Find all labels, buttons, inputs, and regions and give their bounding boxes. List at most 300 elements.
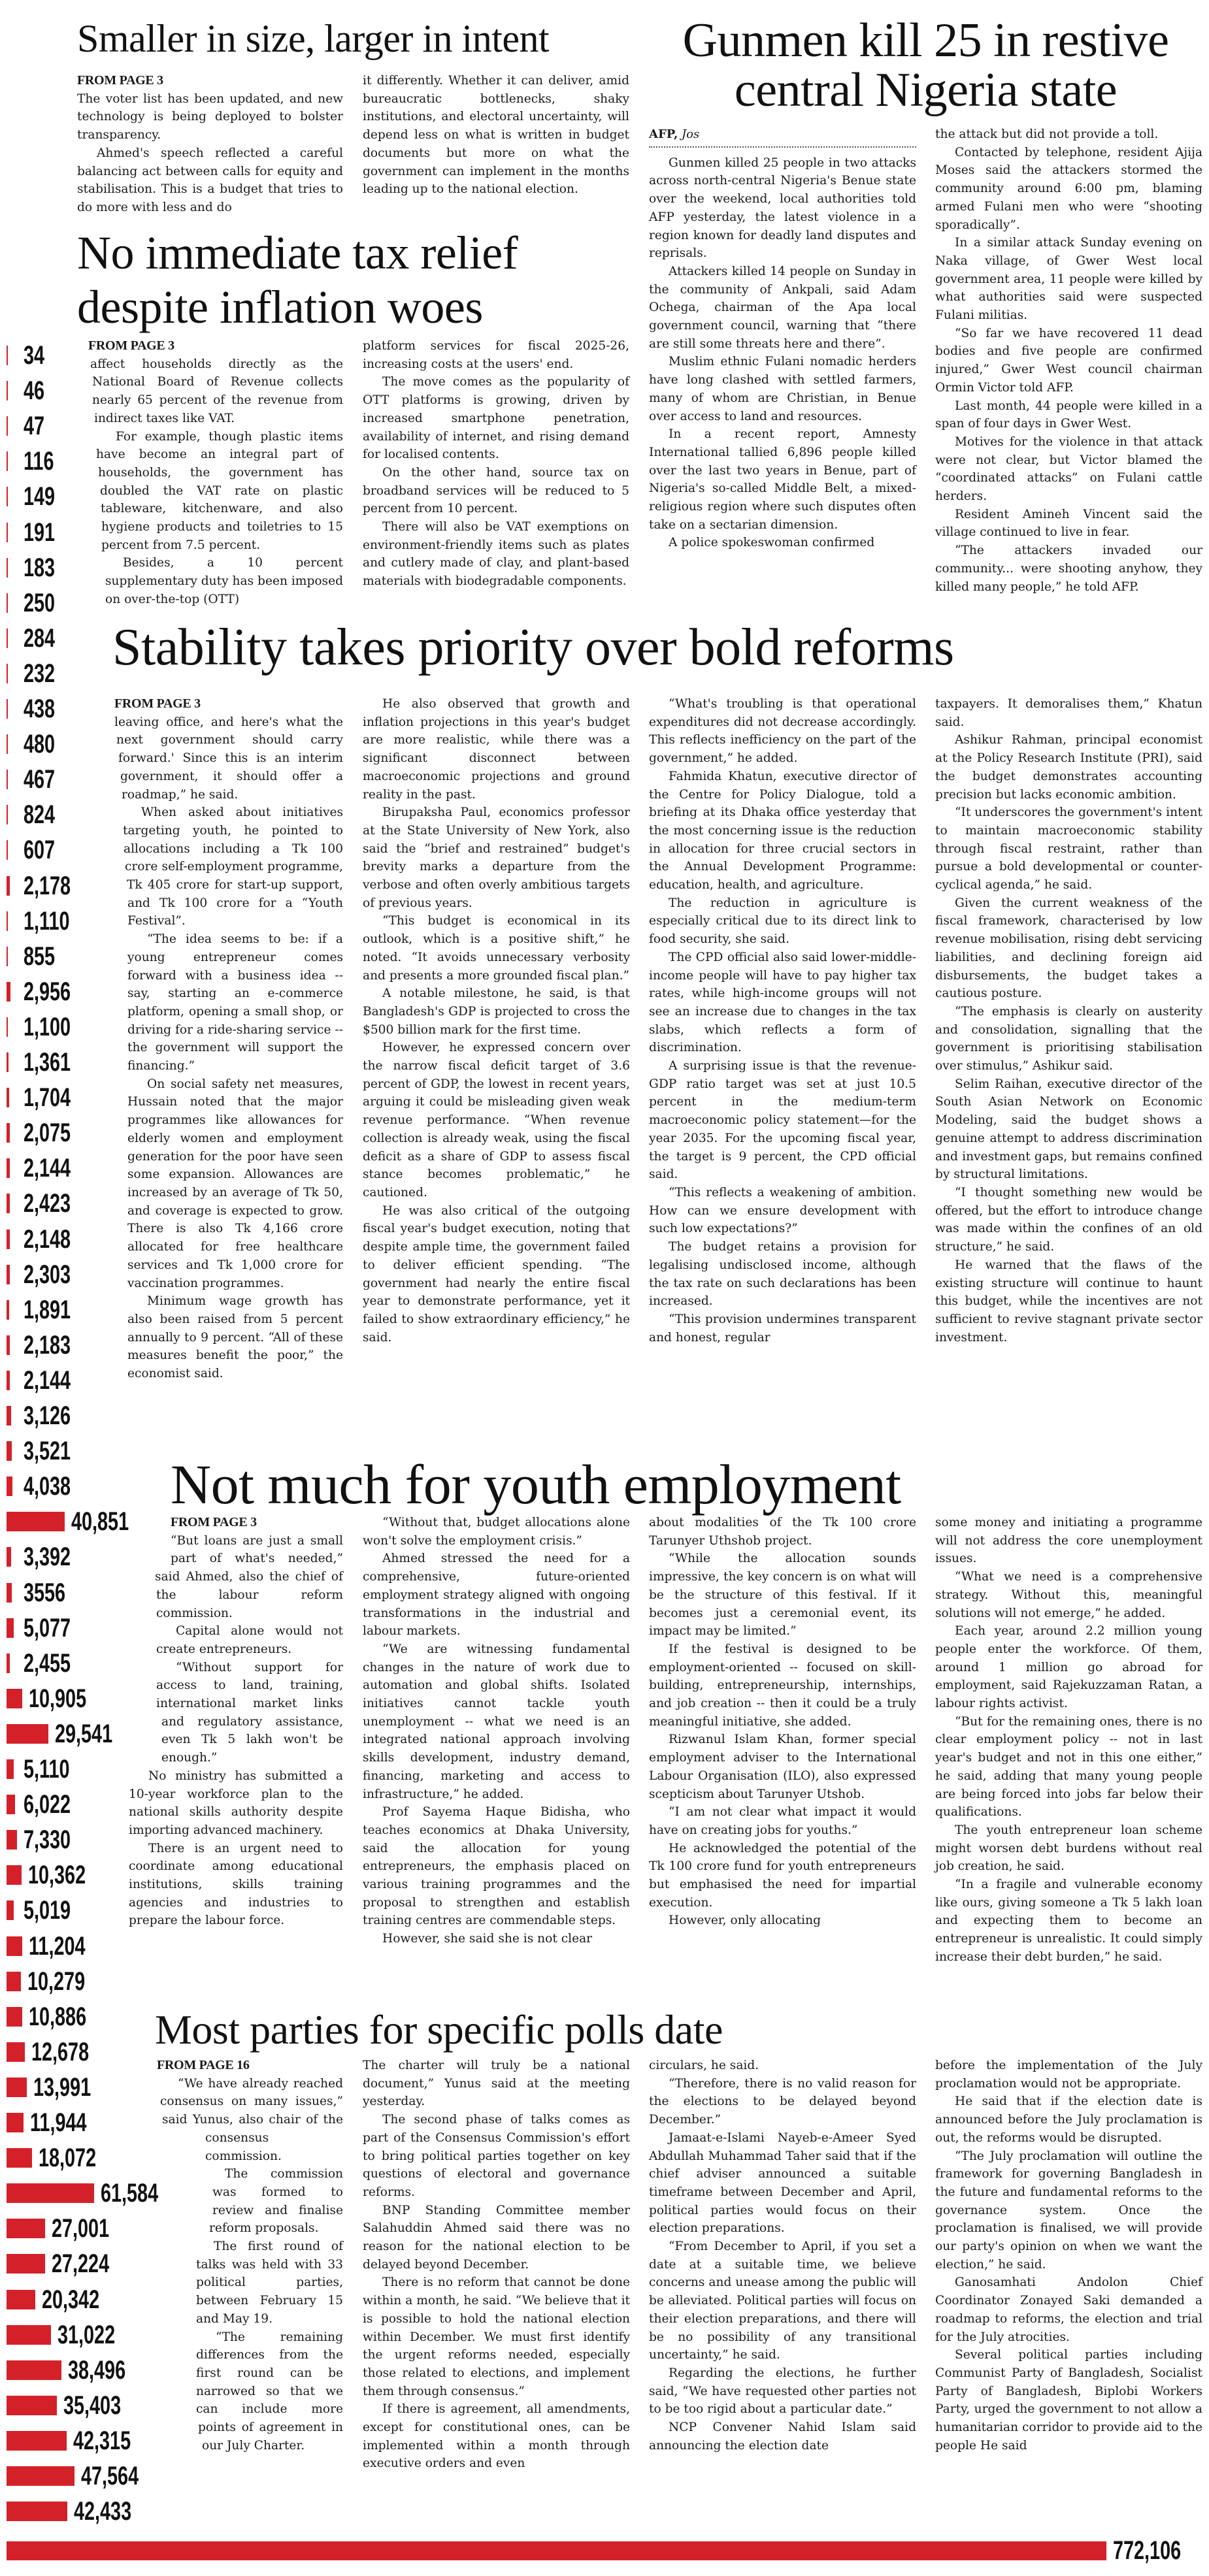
paragraph: In a recent report, Amnesty International tallied 6,896 people killed over the last two years in Benue, part of Nigeria's so-called Middle Belt, a mixed-religious region where such disputes often take on a sectarian dimension. <box>649 427 916 532</box>
chart-value-label: 824 <box>24 800 56 830</box>
article-column <box>77 72 343 217</box>
chart-bar <box>7 734 8 754</box>
chart-bar <box>7 628 8 648</box>
chart-value-label: 480 <box>24 730 56 759</box>
chart-value-label: 607 <box>24 836 56 865</box>
article-column <box>88 337 343 627</box>
wrap-spacer <box>114 1039 127 1057</box>
paragraph: “What's troubling is that operational expenditures did not decrease accordingly. This reflects inefficiency on the part of the government,” he added. <box>649 697 916 766</box>
paragraph: “We are witnessing fundamental changes in the nature of work due to automation and global shifts. Isolated initiatives cannot tackle youth unemployment -- what we need is an integrated national approach involving skills development, industry demand, financing, marketing and access to infrastructure,” he added. <box>363 1642 630 1801</box>
paragraph: For example, though plastic items have become an integral part of households, the government has doubled the VAT rate on plastic tableware, kitchenware, and also hygiene products and toiletries to 15 percent from 7.5 percent. <box>96 429 343 552</box>
chart-bar <box>7 1618 14 1638</box>
wrap-spacer <box>88 464 96 482</box>
chart-value-label: 10,362 <box>27 1861 86 1890</box>
chart-bar <box>7 2219 45 2238</box>
wrap-spacer <box>114 749 116 768</box>
chart-value-label: 11,204 <box>29 1931 86 1961</box>
paragraph: BNP Standing Committee member Salahuddin Ahmed said there was no reason for the national election to be delayed beyond December. <box>363 2203 630 2272</box>
paragraph: circulars, he said. <box>649 2059 759 2072</box>
chart-bar <box>7 911 8 931</box>
wrap-spacer <box>157 2111 160 2129</box>
wrap-spacer <box>88 572 103 591</box>
chart-bar <box>7 487 8 506</box>
chart-bar <box>7 1194 10 1213</box>
paragraph: taxpayers. It demoralises them,” Khatun said. <box>935 697 1202 729</box>
paragraph: Muslim ethnic Fulani nomadic herders have long clashed with settled farmers, many of whom are Christian, in Benue over access to land and resources. <box>649 355 916 423</box>
wrap-spacer <box>157 2183 205 2202</box>
article-column <box>129 1514 343 1930</box>
paragraph: However, she said she is not clear <box>382 1932 593 1946</box>
chart-value-label: 7,330 <box>24 1825 71 1855</box>
chart-value-label: 467 <box>24 765 56 794</box>
chart-bar <box>7 1689 22 1708</box>
paragraph: The charter will truly be a national document,” Yunus said at the meeting yesterday. <box>363 2059 630 2109</box>
wrap-spacer <box>157 2129 162 2147</box>
wrap-spacer <box>129 1568 155 1586</box>
jump-label: FROM PAGE 16 <box>157 2058 250 2072</box>
wrap-spacer <box>114 1401 127 1419</box>
chart-bar <box>7 346 8 365</box>
paragraph: When asked about initiatives targeting youth, he pointed to allocations including a Tk 100 crore self-employment programme, Tk 405 crore for start-up support, and Tk 100 crore for a “Youth Festival”. <box>123 806 343 928</box>
wrap-spacer <box>114 1111 127 1130</box>
paragraph: Ashikur Rahman, principal economist at the Policy Research Institute (PRI), said the budget demonstrates accounting precision but lacks economic ambition. <box>935 733 1202 802</box>
paragraph: Minimum wage growth has also been raised from 5 percent annually to 9 percent. “All of these measures benefit the poor,” the economist said. <box>127 1294 343 1381</box>
wrap-spacer <box>157 2328 181 2346</box>
chart-value-label: 232 <box>24 659 56 688</box>
paragraph: Capital alone would not create entrepreneurs. <box>156 1624 343 1656</box>
chart-bar <box>7 1936 22 1956</box>
paragraph: The commission was formed to review and finalise reform proposals. <box>209 2167 343 2236</box>
paragraph: Besides, a 10 percent supplementary duty has been imposed on over-the-top (OTT) <box>105 556 343 606</box>
chart-bar <box>7 1441 12 1461</box>
chart-bar <box>7 1335 10 1355</box>
wrap-spacer <box>157 2364 186 2383</box>
wrap-spacer <box>114 1346 127 1365</box>
wrap-spacer <box>114 930 127 949</box>
wrap-spacer <box>114 1382 127 1401</box>
paragraph: NCP Convener Nahid Islam said announcing the election date <box>649 2421 916 2453</box>
wrap-spacer <box>114 966 127 985</box>
article-column <box>649 125 916 552</box>
chart-value-label: 284 <box>24 623 56 653</box>
wrap-spacer <box>157 2436 198 2454</box>
chart-value-label: 438 <box>24 694 56 723</box>
paragraph: “In a fragile and vulnerable economy like ours, giving someone a Tk 5 lakh loan and expecting them to become an entrepreneur is unrealistic. It could simply increase their debt burden,” he said. <box>935 1878 1202 1964</box>
chart-bar <box>7 2502 67 2521</box>
chart-value-label: 47 <box>24 412 45 441</box>
chart-bar <box>7 523 8 542</box>
chart-value-label: 191 <box>24 517 56 547</box>
headline-no-immediate-tax-relief: No immediate tax relief despite inflation woes <box>77 227 518 333</box>
chart-value-label: 34 <box>24 341 45 370</box>
paragraph: about modalities of the Tk 100 crore Tarunyer Uthshob project. <box>649 1516 916 1548</box>
chart-value-label: 2,144 <box>24 1154 71 1183</box>
paragraph: The move comes as the popularity of OTT platforms is growing, driven by increased smartphone penetration, availability of internet, and rising demand for localised contents. <box>363 375 629 462</box>
chart-bar <box>7 2007 22 2027</box>
chart-value-label: 2,455 <box>24 1648 71 1678</box>
chart-bar <box>7 1654 10 1673</box>
byline-agency: AFP, <box>649 127 678 141</box>
chart-bar <box>7 1865 22 1885</box>
wrap-spacer <box>114 1256 127 1274</box>
headline-gunmen-nigeria: Gunmen kill 25 in restive central Nigeria state <box>682 14 1169 117</box>
paragraph: Given the current weakness of the fiscal framework, characterised by low revenue mobilisation, rising debt servicing liabilities, and declining foreign aid disbursements, the budget takes a cautious posture. <box>935 896 1202 1001</box>
chart-value-label: 3,392 <box>24 1542 71 1572</box>
paragraph: He also observed that growth and inflation projections in this year's budget are more realistic, while there was a significant disconnect between macroeconomic projections and ground reality in the past. <box>363 697 630 802</box>
chart-value-label: 10,886 <box>28 2002 86 2031</box>
paragraph: “But loans are just a small part of what's needed,” said Ahmed, also the chief of the labour reform commission. <box>155 1533 343 1620</box>
paragraph: There will also be VAT exemptions on environment-friendly items such as plates and cutlery made of clay, and plant-based materials with biodegradable components. <box>363 520 629 589</box>
paragraph: Rizwanul Islam Khan, former special employment adviser to the International Labour Organisation (ILO), also expressed scepticism about Tarunyer Utshob. <box>649 1733 916 1801</box>
wrap-spacer <box>114 1201 127 1220</box>
paragraph: Several political parties including Communist Party of Bangladesh, Socialist Party of Bangladesh, Biplobi Workers Party, urged the government to not allow a humanitarian corridor to provide aid to the people He said <box>935 2348 1202 2453</box>
article-column <box>114 695 343 1437</box>
wrap-spacer <box>114 1292 127 1311</box>
headline-smaller-in-size: Smaller in size, larger in intent <box>77 17 550 60</box>
paragraph: Attackers killed 14 people on Sunday in the community of Ankpali, said Adam Ochega, chairman of the Apa local government council, warning that “there are still some threats here and there”. <box>649 264 916 351</box>
paragraph: Last month, 44 people were killed in a span of four days in Gwer West. <box>935 399 1202 431</box>
paragraph: Prof Sayema Haque Bidisha, who teaches economics at Dhaka University, said the allocation for young entrepreneurs, the emphasis placed on various training programmes and the proposal to strengthen and establish training centres are commendable steps. <box>363 1805 630 1928</box>
wrap-spacer <box>114 1003 127 1021</box>
chart-bar <box>7 1123 10 1143</box>
wrap-spacer <box>114 858 124 876</box>
chart-bar <box>7 1230 10 1249</box>
paragraph: “Therefore, there is no valid reason for the elections to be delayed beyond December.” <box>649 2076 916 2127</box>
chart-bar <box>7 2113 24 2132</box>
chart-value-label: 3,521 <box>24 1437 71 1466</box>
chart-value-label: 29,541 <box>55 1719 113 1748</box>
wrap-spacer <box>88 554 101 572</box>
chart-bar <box>7 1017 8 1037</box>
article-column <box>935 695 1202 1346</box>
paragraph: On the other hand, source tax on broadband services will be reduced to 5 percent from 10 percent. <box>363 465 629 516</box>
chart-value-label: 2,148 <box>24 1224 71 1254</box>
wrap-spacer <box>157 2346 183 2364</box>
wrap-spacer <box>157 2202 212 2220</box>
wrap-spacer <box>114 1419 127 1437</box>
wrap-spacer <box>157 2310 178 2328</box>
wrap-spacer <box>114 912 127 930</box>
byline-place: Jos <box>681 127 700 141</box>
chart-bar <box>7 2325 51 2345</box>
paragraph: “This provision undermines transparent and honest, regular <box>649 1312 916 1345</box>
chart-bar <box>7 381 8 400</box>
article-column <box>935 1514 1202 1966</box>
paragraph: Resident Amineh Vincent said the village continued to live in fear. <box>935 507 1202 540</box>
wrap-spacer <box>88 427 94 446</box>
chart-value-label: 2,956 <box>24 977 71 1006</box>
wrap-spacer <box>157 2256 169 2274</box>
wrap-spacer <box>129 1695 152 1713</box>
paragraph: some money and initiating a programme will not address the core unemployment issues. <box>935 1516 1202 1566</box>
paragraph: “But for the remaining ones, there is no clear employment policy -- not in last year's budget and not in this one either,” he said, adding that many young people are being forced into jobs far below their qualifications. <box>935 1714 1202 1819</box>
wrap-spacer <box>114 1093 127 1111</box>
chart-bar <box>7 1724 48 1744</box>
paragraph: He was also critical of the outgoing fiscal year's budget execution, noting that despite ample time, the government failed to deliver efficient spending. “The government had nearly the entire fiscal year to demonstrate performance, yet it failed to show extraordinary efficiency,” he said. <box>363 1203 630 1345</box>
paragraph: Ahmed stressed the need for a comprehensive, future-oriented employment strategy aligned with ongoing transformations in the industrial and labour markets. <box>363 1552 630 1639</box>
paragraph: He acknowledged the potential of the Tk 100 crore fund for youth entrepreneurs but emphasised the need for impartial execution. <box>649 1841 916 1910</box>
paragraph: The budget retains a provision for legalising undisclosed income, although the tax rate on such declarations has been increased. <box>649 1240 916 1309</box>
wrap-spacer <box>157 2400 193 2419</box>
paragraph: “The attackers invaded our community... were shooting anyhow, they killed many people,” he told AFP. <box>935 544 1202 594</box>
jump-label: FROM PAGE 3 <box>114 696 201 711</box>
chart-value-label: 27,001 <box>51 2214 109 2243</box>
paragraph: “Without support for access to land, training, international market links and regulatory assistance, even Tk 5 lakh won't be enough.” <box>156 1660 343 1765</box>
wrap-spacer <box>114 1364 127 1382</box>
wrap-spacer <box>157 2382 189 2400</box>
paragraph: A surprising issue is that the revenue-GDP ratio target was set at just 10.5 percent in the medium-term macroeconomic policy statement—for the year 2035. For the upcoming fiscal year, the target is 9 percent, the CPD official said. <box>649 1059 916 1182</box>
paragraph: it differently. Whether it can deliver, amid bureaucratic bottlenecks, shaky institutions, and electoral uncertainty, will depend less on what is written in budget documents but more on what the government can implement in the months leading up to the national election. <box>363 74 629 197</box>
paragraph: “So far we have recovered 11 dead bodies and five people are confirmed injured,” Gwer West council chairman Ormin Victor told AFP. <box>935 326 1202 395</box>
paragraph: “The remaining differences from the first round can be narrowed so that we can include more points of agreement in our July Charter. <box>196 2330 343 2453</box>
chart-value-label: 61,584 <box>101 2179 159 2208</box>
chart-value-label: 3,126 <box>24 1401 71 1430</box>
chart-value-label: 46 <box>24 376 45 406</box>
chart-value-label: 6,022 <box>24 1790 71 1819</box>
paragraph: “While the allocation sounds impressive, the key concern is on what will be the structure of this festival. If it becomes just a ceremonial event, its impact may be limited.” <box>649 1552 916 1639</box>
chart-bar <box>7 1476 12 1496</box>
headline-youth-employment: Not much for youth employment <box>171 1453 901 1516</box>
paragraph: If there is agreement, all amendments, except for constitutional ones, can be implemented within a month through executive orders and even <box>363 2402 630 2471</box>
chart-bar <box>7 947 8 966</box>
wrap-spacer <box>157 2274 174 2292</box>
chart-bar <box>7 805 8 824</box>
chart-bar <box>7 1759 14 1779</box>
chart-value-label: 1,361 <box>24 1048 71 1077</box>
paragraph: Regarding the elections, he further said, “We have requested other parties not to be too rigid about a particular date.” <box>649 2366 916 2417</box>
chart-value-label: 47,564 <box>80 2462 139 2490</box>
wrap-spacer <box>157 2219 209 2238</box>
wrap-spacer <box>114 822 122 840</box>
wrap-spacer <box>129 1532 171 1550</box>
wrap-spacer <box>129 1514 171 1532</box>
wrap-spacer <box>157 2454 202 2473</box>
chart-value-label: 3556 <box>24 1578 66 1607</box>
chart-value-label: 4,038 <box>24 1472 71 1501</box>
chart-bar <box>7 876 10 896</box>
chart-value-label: 38,496 <box>67 2355 125 2385</box>
chart-value-label: 13,991 <box>33 2072 91 2102</box>
chart-value-label: 5,019 <box>24 1896 71 1925</box>
paragraph: “This budget is economical in its outlook, which is a positive shift,” he noted. “It avoids unnecessary verbosity and presents a more grounded fiscal plan.” <box>363 914 630 983</box>
wrap-spacer <box>114 1075 127 1093</box>
jump-label: FROM PAGE 3 <box>88 338 174 353</box>
paragraph: The voter list has been updated, and new technology is being deployed to bolster transparency. <box>77 91 343 142</box>
article-column <box>649 2057 916 2454</box>
chart-bar <box>7 664 8 683</box>
wrap-spacer <box>88 410 92 428</box>
chart-value-label: 2,303 <box>24 1260 71 1289</box>
chart-bar <box>7 2360 61 2380</box>
wrap-spacer <box>114 876 125 894</box>
chart-total-label: 772,106 <box>1113 2536 1182 2565</box>
chart-value-label: 10,905 <box>28 1684 86 1713</box>
chart-value-label: 40,851 <box>71 1507 129 1537</box>
wrap-spacer <box>88 373 90 391</box>
chart-value-label: 18,072 <box>39 2144 97 2173</box>
wrap-spacer <box>88 536 101 555</box>
wrap-spacer <box>114 1274 127 1292</box>
wrap-spacer <box>88 518 101 536</box>
paragraph: Ahmed's speech reflected a careful balancing act between calls for equity and stabilisation. This is a budget that tries to do more with less and do <box>77 146 343 214</box>
paragraph: A police spokeswoman confirmed <box>669 536 875 550</box>
chart-bar <box>7 1795 15 1814</box>
paragraph: “This reflects a weakening of ambition. How can we ensure development with such low expectations?” <box>649 1185 916 1236</box>
paragraph: He said that if the election date is announced before the July proclamation is out, the reforms would be disrupted. <box>935 2095 1202 2145</box>
chart-bar <box>7 1088 9 1107</box>
paragraph: “I am not clear what impact it would have on creating jobs for youths.” <box>649 1805 916 1837</box>
wrap-spacer <box>114 1130 127 1148</box>
chart-value-label: 42,433 <box>73 2497 131 2526</box>
chart-value-label: 20,342 <box>42 2285 100 2314</box>
wrap-spacer <box>157 2292 174 2310</box>
wrap-spacer <box>157 2165 205 2183</box>
jump-label: FROM PAGE 3 <box>171 1515 257 1529</box>
chart-bar <box>7 1972 21 1991</box>
chart-value-label: 42,315 <box>73 2426 131 2455</box>
paragraph: The first round of talks was held with 33 political parties, between February 15 and May 19. <box>196 2240 343 2326</box>
chart-bar <box>7 1300 9 1320</box>
paragraph: the attack but did not provide a toll. <box>935 127 1159 141</box>
chart-bar <box>7 558 8 578</box>
wrap-spacer <box>114 1184 127 1202</box>
paragraph: platform services for fiscal 2025-26, increasing costs at the users' end. <box>363 339 629 371</box>
wrap-spacer <box>157 2238 194 2256</box>
paragraph: “From December to April, if you set a date at a suitable time, we believe concerns and unease among the public will be alleviated. Political parties will focus on their election preparations, and there will be no possibility of any transitional uncertainty,” he said. <box>649 2240 916 2362</box>
chart-value-label: 2,178 <box>24 871 71 900</box>
paragraph: “I thought something new would be offered, but the effort to introduce change was made within the confines of an old structure,” he said. <box>935 1185 1202 1254</box>
wrap-spacer <box>88 591 105 609</box>
wrap-spacer <box>114 1166 127 1184</box>
chart-bar <box>7 1830 17 1850</box>
wrap-spacer <box>114 1057 127 1075</box>
wrap-spacer <box>129 1550 171 1568</box>
paragraph: Ganosamhati Andolon Chief Coordinator Zonayed Saki demanded a roadmap to reforms, the election and trial for the July atrocities. <box>935 2275 1202 2344</box>
wrap-spacer <box>114 804 122 822</box>
chart-bar <box>7 2042 25 2062</box>
paragraph: On social safety net measures, Hussain noted that the major programmes like allowances for elderly women and employment generation for the poor have seen some expansion. Allowances are increased by an average of Tk 50, and coverage is expected to grow. There is also Tk 4,166 crore allocated for free healthcare services and Tk 1,000 crore for vaccination programmes. <box>127 1077 343 1290</box>
article-column <box>649 695 916 1346</box>
chart-value-label: 2,423 <box>24 1189 71 1218</box>
wrap-spacer <box>157 2491 207 2509</box>
wrap-spacer <box>114 894 127 913</box>
paragraph: “We have already reached consensus on many issues,” said Yunus, also chair of the consensus commission. <box>160 2076 343 2163</box>
wrap-spacer <box>157 2147 205 2165</box>
paragraph: affect households directly as the National Board of Revenue collects nearly 65 percent of the revenue from indirect taxes like VAT. <box>90 357 343 425</box>
chart-bar <box>7 1052 8 1072</box>
article-column <box>935 2057 1202 2454</box>
paragraph: The CPD official also said lower-middle-income people will have to pay higher tax rates, while high-income groups will not see an increase due to changes in the tax slabs, which reflects a form of discrimination. <box>649 950 916 1055</box>
wrap-spacer <box>129 1749 161 1767</box>
chart-bar <box>7 2431 67 2451</box>
chart-bar <box>7 593 8 613</box>
paragraph: No ministry has submitted a 10-year workforce plan to the national skills authority despite importing advanced machinery. <box>129 1769 343 1837</box>
chart-value-label: 2,183 <box>24 1330 71 1360</box>
wrap-spacer <box>88 608 105 627</box>
chart-value-label: 10,279 <box>27 1966 86 1996</box>
wrap-spacer <box>114 1310 127 1328</box>
paragraph: The reduction in agriculture is especially critical due to its direct link to food security, she said. <box>649 896 916 947</box>
chart-bar <box>7 1512 65 1531</box>
wrap-spacer <box>88 446 96 464</box>
paragraph: “The idea seems to be: if a young entrepreneur comes forward with a business idea -- say, starting an e-commerce platform, opening a small shop, or driving for a ride-sharing service -- the government will support the financing.” <box>127 932 343 1073</box>
article-column <box>363 1514 630 1948</box>
wrap-spacer <box>114 1220 127 1238</box>
paragraph: Birupaksha Paul, economics professor at the State University of New York, also said the “brief and restrained” budget's brevity marks a departure from the verbose and often overly ambitious targets of previous years. <box>363 806 630 910</box>
chart-bar <box>7 2290 35 2309</box>
wrap-spacer <box>114 785 120 804</box>
article-column <box>363 2057 630 2473</box>
chart-value-label: 1,110 <box>24 906 70 936</box>
chart-value-label: 1,704 <box>24 1083 71 1113</box>
article-column <box>363 72 629 199</box>
chart-value-label: 31,022 <box>57 2320 115 2349</box>
chart-bar <box>7 416 8 436</box>
chart-bar <box>7 2183 94 2203</box>
wrap-spacer <box>114 949 127 967</box>
wrap-spacer <box>114 768 118 786</box>
paragraph: Jamaat-e-Islami Nayeb-e-Ameer Syed Abdullah Muhammad Taher said that if the chief adviser announced a suitable timeframe between December and April, political parties would focus on their election preparations. <box>649 2130 916 2236</box>
chart-bar <box>7 770 8 789</box>
paragraph: “Without that, budget allocations alone won't solve the employment crisis.” <box>363 1516 630 1548</box>
chart-bar <box>7 982 10 1002</box>
chart-bar <box>7 2148 32 2168</box>
wrap-spacer <box>157 2473 203 2491</box>
paragraph: “What we need is a comprehensive strategy. Without this, meaningful solutions will not emerge,” he added. <box>935 1570 1202 1620</box>
chart-bar <box>7 1158 10 1178</box>
chart-value-label: 183 <box>24 553 56 582</box>
wrap-spacer <box>129 1731 161 1749</box>
chart-bar <box>7 451 8 471</box>
chart-bar <box>7 699 8 719</box>
chart-bar <box>7 2466 75 2486</box>
wrap-spacer <box>114 985 127 1003</box>
wrap-spacer <box>114 1147 127 1166</box>
wrap-spacer <box>88 482 98 500</box>
paragraph: “The July proclamation will outline the framework for governing Bangladesh in the future and fundamental reforms to the governance system. Once the proclamation is finalised, we will provide our party's opinion on when we want the election,” he said. <box>935 2149 1202 2272</box>
chart-value-label: 5,110 <box>24 1755 70 1784</box>
paragraph: Fahmida Khatun, executive director of the Centre for Policy Dialogue, told a briefing at its Dhaka office yesterday that the most concerning issue is the reduction in allocation for three crucial sectors in the Annual Development Programme: education, health, and agriculture. <box>649 769 916 892</box>
chart-bar <box>7 1900 14 1920</box>
paragraph: Gunmen killed 25 people in two attacks across north-central Nigeria's Benue state over the weekend, local authorities told AFP yesterday, the latest violence in a region known for deadly land disputes and reprisals. <box>649 155 916 261</box>
chart-bar <box>7 2254 45 2274</box>
wrap-spacer <box>114 840 123 858</box>
paragraph: He warned that the flaws of the existing structure will continue to haunt this budget, while the incentives are not sufficient to revive stagnant private sector investment. <box>935 1258 1202 1345</box>
chart-value-label: 1,891 <box>24 1295 71 1324</box>
headline-polls-date: Most parties for specific polls date <box>155 2006 723 2053</box>
wrap-spacer <box>157 2419 196 2437</box>
paragraph: The youth entrepreneur loan scheme might worsen debt burdens without real job creation, he said. <box>935 1823 1202 1874</box>
paragraph: “It underscores the government's intent to maintain macroeconomic stability through fiscal restraint, rather than pursue a bold developmental or counter-cyclical agenda,” he said. <box>935 806 1202 892</box>
article-column <box>363 337 629 591</box>
chart-value-label: 5,077 <box>24 1613 71 1642</box>
wrap-spacer <box>114 1328 127 1346</box>
chart-bar <box>7 1406 11 1426</box>
chart-bar <box>7 2078 27 2097</box>
article-column <box>649 1514 916 1930</box>
paragraph: However, he expressed concern over the narrow fiscal deficit target of 3.6 percent of GDP, the lowest in recent years, arguing it could be misleading given weak revenue performance. “When revenue collection is already weak, using the fiscal deficit as a share of GDP to assess fiscal stance becomes problematic,” he cautioned. <box>363 1041 630 1199</box>
wrap-spacer <box>129 1713 156 1731</box>
article-column <box>157 2057 343 2509</box>
chart-value-label: 149 <box>24 482 56 512</box>
headline-stability-takes-priority: Stability takes priority over bold reforms <box>112 619 954 676</box>
wrap-spacer <box>157 2093 158 2111</box>
paragraph: Each year, around 2.2 million young people enter the workforce. Of them, around 1 million go abroad for employment, said Rajekuzzaman Ratan, a labour rights activist. <box>935 1624 1202 1711</box>
paragraph: However, only allocating <box>669 1914 821 1928</box>
chart-bar <box>7 840 8 860</box>
paragraph: A notable milestone, he said, is that Bangladesh's GDP is projected to cross the $500 billion mark for the first time. <box>363 986 630 1037</box>
article-column <box>935 125 1202 596</box>
